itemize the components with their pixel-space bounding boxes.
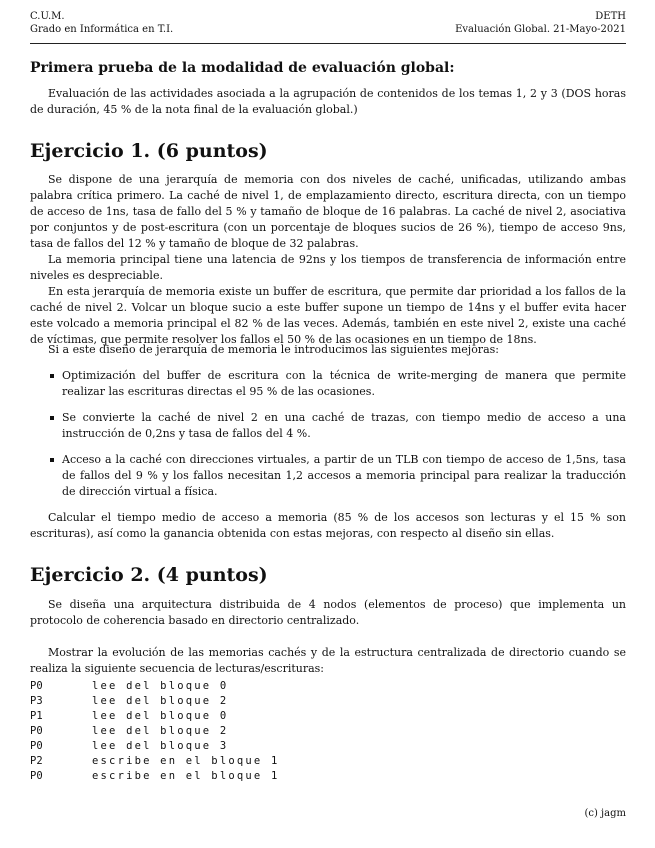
access-sequence bbox=[30, 679, 279, 784]
exercise2-paragraph: Se diseña una arquitectura distribuida de 4 nodos (elementos de proceso) que implementa un protocolo de coherencia basado en directorio centralizado. bbox=[30, 598, 626, 627]
bullet-square-icon bbox=[50, 374, 54, 378]
exercise1-closing: Calcular el tiempo medio de acceso a memoria (85 % de los accesos son lecturas y el 15 % son escrituras), así como la ganancia obtenida con estas mejoras, con respecto al diseño sin ellas. bbox=[30, 511, 626, 540]
department-label: DETH bbox=[595, 11, 626, 22]
exercise1-paragraph: En esta jerarquía de memoria existe un buffer de escritura, que permite dar prioridad a los fallos de la caché de nivel 2. Volcar un bloque sucio a este buffer supone un tiempo de 14ns y el buffer evita hacer este volcado a memoria principal el 82 % de las veces. Además, también en este nivel 2, existe una caché de víctimas, que permite resolver los fallos el 50 % de las ocasiones en un tiempo de 18ns. bbox=[30, 285, 626, 346]
sequence-line bbox=[30, 724, 279, 739]
sequence-line bbox=[30, 709, 279, 724]
list-item bbox=[30, 368, 626, 400]
exercise2-paragraph: Mostrar la evolución de las memorias cachés y de la estructura centralizada de directorio cuando se realiza la siguiente secuencia de lecturas/escrituras: bbox=[30, 646, 626, 675]
page-header bbox=[30, 10, 626, 36]
list-item bbox=[30, 452, 626, 500]
sequence-action: lee del bloque 2 bbox=[92, 725, 229, 737]
sequence-processor: P3 bbox=[30, 695, 43, 707]
improvements-list bbox=[30, 368, 626, 510]
header-divider bbox=[30, 43, 626, 44]
sequence-action: lee del bloque 0 bbox=[92, 710, 229, 722]
list-item bbox=[30, 410, 626, 442]
sequence-action: lee del bloque 2 bbox=[92, 695, 229, 707]
sequence-processor: P2 bbox=[30, 755, 43, 767]
sequence-line bbox=[30, 679, 279, 694]
bullet-square-icon bbox=[50, 416, 54, 420]
list-item-text: Optimización del buffer de escritura con la técnica de write-merging de manera que permite realizar las escrituras directas el 95 % de las ocasiones. bbox=[62, 369, 626, 398]
sequence-processor: P0 bbox=[30, 680, 43, 692]
list-item-text: Se convierte la caché de nivel 2 en una caché de trazas, con tiempo medio de acceso a una instrucción de 0,2ns y tasa de fallos del 4 %. bbox=[62, 411, 626, 440]
intro-title: Primera prueba de la modalidad de evaluación global: bbox=[30, 60, 455, 76]
sequence-line bbox=[30, 769, 279, 784]
sequence-processor: P1 bbox=[30, 710, 43, 722]
sequence-line bbox=[30, 694, 279, 709]
footer-credit: (c) jagm bbox=[584, 808, 626, 819]
sequence-action: escribe en el bloque 1 bbox=[92, 755, 280, 767]
exercise1-title: Ejercicio 1. (6 puntos) bbox=[30, 140, 268, 162]
sequence-processor: P0 bbox=[30, 770, 43, 782]
institution-label: C.U.M. bbox=[30, 11, 65, 22]
sequence-line bbox=[30, 739, 279, 754]
bullet-square-icon bbox=[50, 458, 54, 462]
degree-label: Grado en Informática en T.I. bbox=[30, 24, 174, 35]
sequence-processor: P0 bbox=[30, 740, 43, 752]
exercise2-title: Ejercicio 2. (4 puntos) bbox=[30, 564, 268, 586]
exam-label: Evaluación Global. 21-Mayo-2021 bbox=[455, 24, 626, 35]
list-item-text: Acceso a la caché con direcciones virtuales, a partir de un TLB con tiempo de acceso de 1,5ns, tasa de fallos del 9 % y los fallos necesitan 1,2 accesos a memoria principal para realizar la traducción de dirección virtual a física. bbox=[62, 453, 626, 498]
sequence-action: escribe en el bloque 1 bbox=[92, 770, 280, 782]
sequence-line bbox=[30, 754, 279, 769]
exercise1-paragraph: Si a este diseño de jerarquía de memoria le introducimos las siguientes mejoras: bbox=[48, 343, 499, 356]
intro-text: Evaluación de las actividades asociada a la agrupación de contenidos de los temas 1, 2 y 3 (DOS horas de duración, 45 % de la nota final de la evaluación global.) bbox=[30, 87, 626, 116]
sequence-action: lee del bloque 3 bbox=[92, 740, 229, 752]
exercise1-paragraph: Se dispone de una jerarquía de memoria con dos niveles de caché, unificadas, utilizando ambas palabra crítica primero. La caché de nivel 1, de emplazamiento directo, escritura directa, con un tiempo de acceso de 1ns, tasa de fallo del 5 % y tamaño de bloque de 16 palabras. La caché de nivel 2, asociativa por conjuntos y de post-escritura (con un porcentaje de bloques sucios de 26 %), tiempo de acceso 9ns, tasa de fallos del 12 % y tamaño de bloque de 32 palabras. bbox=[30, 173, 626, 250]
exercise1-paragraph: La memoria principal tiene una latencia de 92ns y los tiempos de transferencia de información entre niveles es despreciable. bbox=[30, 253, 626, 282]
sequence-action: lee del bloque 0 bbox=[92, 680, 229, 692]
sequence-processor: P0 bbox=[30, 725, 43, 737]
